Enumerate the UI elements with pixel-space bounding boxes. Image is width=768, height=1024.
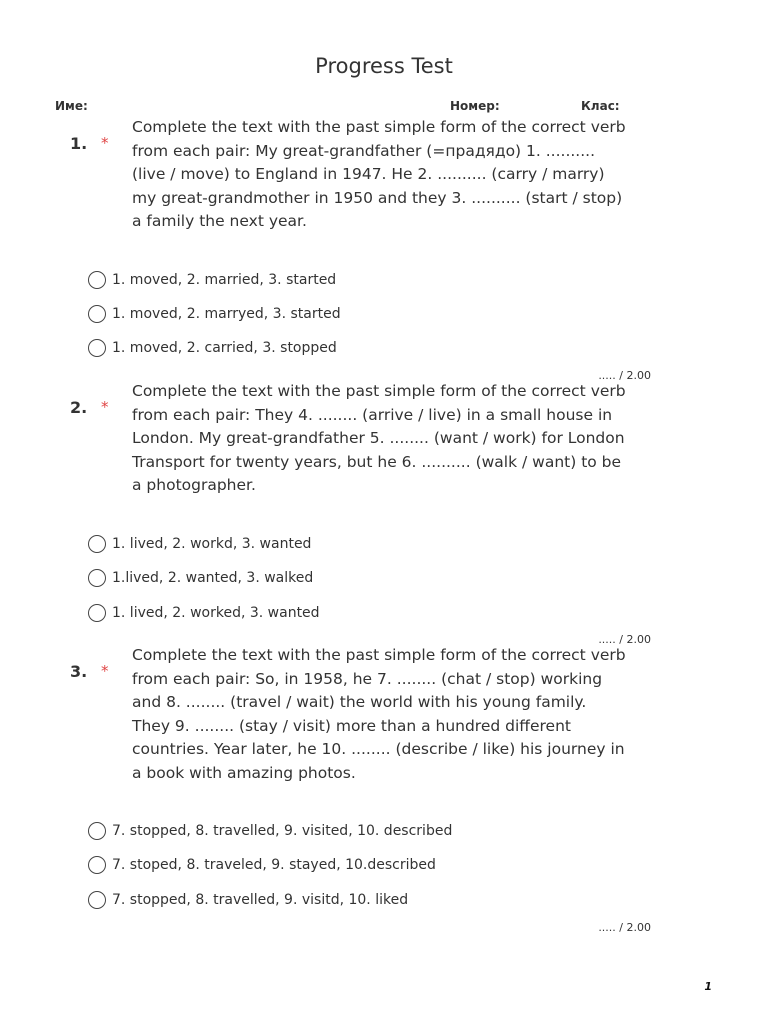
question-line: They 9. ........ (stay / visit) more than a hundred different <box>132 716 571 735</box>
question-number: 2. <box>70 398 88 417</box>
radio-button[interactable] <box>88 535 106 553</box>
question-text <box>132 116 642 234</box>
required-mark: * <box>101 398 109 416</box>
option-label: 1. lived, 2. worked, 3. wanted <box>112 605 320 621</box>
question-line: (live / move) to England in 1947. He 2. .......... (carry / marry) <box>132 165 605 184</box>
question-line: Complete the text with the past simple form of the correct verb <box>132 646 626 664</box>
radio-button[interactable] <box>88 339 106 357</box>
option-label: 1. moved, 2. carried, 3. stopped <box>112 340 337 356</box>
class-field-label: Клас: <box>581 99 620 113</box>
radio-button[interactable] <box>88 891 106 909</box>
question-text <box>132 380 642 498</box>
option-label: 1.lived, 2. wanted, 3. walked <box>112 570 314 586</box>
question-line: Transport for twenty years, but he 6. .......... (walk / want) to be <box>132 452 622 471</box>
question-line: London. My great-grandfather 5. ........ (want / work) for London <box>132 429 625 448</box>
question-line: a book with amazing photos. <box>132 763 356 782</box>
option-label: 7. stopped, 8. travelled, 9. visited, 10. described <box>112 823 453 839</box>
option-label: 7. stopped, 8. travelled, 9. visitd, 10. liked <box>112 892 409 908</box>
question-number: 1. <box>70 134 88 153</box>
radio-button[interactable] <box>88 271 106 289</box>
option-label: 1. moved, 2. marryed, 3. started <box>112 306 341 322</box>
score-label: ..... / 2.00 <box>598 921 651 934</box>
question-line: Complete the text with the past simple form of the correct verb <box>132 118 626 136</box>
radio-button[interactable] <box>88 604 106 622</box>
page-number: 1 <box>704 980 712 993</box>
score-label: ..... / 2.00 <box>598 369 651 382</box>
number-field-label: Номер: <box>450 99 500 113</box>
question-line: countries. Year later, he 10. ........ (describe / like) his journey in <box>132 740 625 759</box>
question-line: and 8. ........ (travel / wait) the world with his young family. <box>132 693 587 712</box>
required-mark: * <box>101 662 109 680</box>
radio-button[interactable] <box>88 856 106 874</box>
option-label: 1. moved, 2. married, 3. started <box>112 272 337 288</box>
option-label: 1. lived, 2. workd, 3. wanted <box>112 536 312 552</box>
radio-button[interactable] <box>88 305 106 323</box>
question-text <box>132 644 642 786</box>
question-line: my great-grandmother in 1950 and they 3. .......... (start / stop) <box>132 188 623 207</box>
name-field-label: Име: <box>55 99 88 113</box>
question-line: a family the next year. <box>132 212 307 231</box>
question-number: 3. <box>70 662 88 681</box>
option-label: 7. stoped, 8. traveled, 9. stayed, 10.described <box>112 857 436 873</box>
question-line: from each pair: They 4. ........ (arrive / live) in a small house in <box>132 405 613 424</box>
score-label: ..... / 2.00 <box>598 633 651 646</box>
question-line: from each pair: My great-grandfather (=прадядо) 1. .......... <box>132 141 596 160</box>
question-line: from each pair: So, in 1958, he 7. ........ (chat / stop) working <box>132 669 603 688</box>
question-line: Complete the text with the past simple form of the correct verb <box>132 382 626 400</box>
required-mark: * <box>101 134 109 152</box>
question-line: a photographer. <box>132 476 256 495</box>
radio-button[interactable] <box>88 822 106 840</box>
page-title: Progress Test <box>315 54 453 78</box>
radio-button[interactable] <box>88 569 106 587</box>
